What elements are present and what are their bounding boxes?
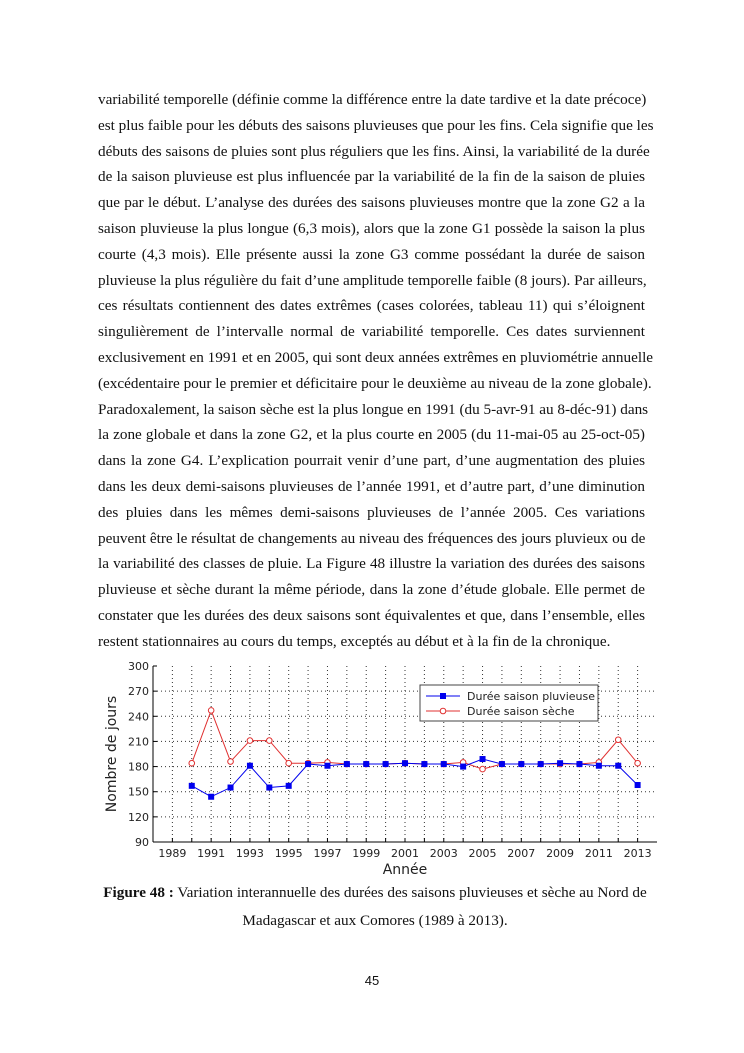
body-line: débuts des saisons de pluies sont plus réguliers que les fins. Ainsi, la variabilité de la durée [98,142,650,160]
data-point [208,794,214,800]
legend-label: Durée saison pluvieuse [467,690,596,703]
body-line: singulièrement de l’intervalle normal de variabilité temporelle. Ces dates surviennent [98,323,645,341]
body-line: courte (4,3 mois). Elle présente aussi la zone G3 comme possédant la durée de saison [98,245,645,263]
y-tick-label: 150 [128,785,149,799]
data-point [635,760,641,766]
data-point [324,763,330,769]
x-tick-label: 1999 [352,847,381,860]
data-point [383,761,389,767]
data-point [538,761,544,767]
y-tick-label: 240 [128,710,149,724]
x-tick-label: 2007 [507,847,536,860]
y-axis-label: Nombre de jours [104,695,120,813]
x-tick-label: 2009 [546,847,575,860]
body-line: pluvieuse et sèche durant la même période, dans la zone d’étude globale. Elle permet de [98,581,645,599]
figure-caption [90,884,660,902]
data-point [596,763,602,769]
data-point [286,760,292,766]
data-point [421,761,427,767]
y-tick-label: 300 [128,660,149,673]
body-line: exclusivement en 1991 et en 2005, qui sont deux années extrêmes en pluviométrie annuelle [98,349,654,366]
data-point [247,763,253,769]
body-line: la zone globale et dans la zone G2, et la plus courte en 2005 (du 11-mai-05 au 25-oct-05) [98,426,645,444]
data-point [267,738,273,744]
caption-label: Figure 48 : [103,884,174,901]
data-point [208,708,214,714]
x-tick-label: 2003 [429,847,458,860]
body-line: peuvent être le résultat de changements au niveau des fréquences des jours pluvieux ou de [98,529,646,547]
legend [420,685,598,721]
x-tick-label: 1995 [274,847,303,860]
data-point [228,759,234,765]
data-point [305,761,311,767]
body-line: (excédentaire pour le premier et déficitaire pour le deuxième au niveau de la zone globale). [98,374,652,392]
body-line: dans les deux demi-saisons pluvieuses de l’année 1991, et d’autre part, d’une diminution [98,478,645,495]
x-tick-label: 2001 [391,847,419,860]
body-line: saison pluvieuse la plus longue (6,3 mois), alors que la zone G1 possède la saison la plus [98,220,645,237]
y-tick-label: 210 [128,735,149,749]
data-point [247,738,253,744]
body-line: Paradoxalement, la saison sèche est la plus longue en 1991 (du 5-avr-91 au 8-déc-91) dans [98,400,649,418]
x-tick-label: 2005 [468,847,497,860]
body-line: constater que les durées des deux saisons sont équivalentes et que, dans l’ensemble, elles [98,607,645,624]
body-line: la variabilité des classes de pluie. La Figure 48 illustre la variation des durées des saisons [98,555,645,573]
body-line: de la saison pluvieuse est plus influencée par la variabilité de la fin de la saison de pluies [98,168,645,186]
data-point [576,761,582,767]
caption-line1: Variation interannuelle des durées des saisons pluvieuses et sèche au Nord de [173,884,647,901]
data-point [189,760,195,766]
data-point [286,783,292,789]
data-point [615,763,621,769]
x-tick-label: 1989 [158,847,187,860]
legend-marker [440,693,446,699]
data-point [363,761,369,767]
data-point [460,764,466,770]
caption-line2: Madagascar et aux Comores (1989 à 2013). [242,912,508,929]
y-tick-label: 90 [135,836,149,849]
y-tick-label: 120 [128,810,149,824]
x-tick-label: 2011 [584,847,613,860]
data-point [228,785,234,791]
body-line: restent stationnaires au cours du temps, exceptés au début et à la fin de la chronique. [98,632,611,650]
data-point [480,766,486,772]
body-line: des pluies dans les mêmes demi-saisons pluvieuses de l’année 2005. Ces variations [98,503,645,521]
x-tick-label: 1991 [197,847,226,860]
data-point [189,783,195,789]
data-point [480,756,486,762]
x-axis-label: Année [382,862,428,878]
data-point [499,761,505,767]
y-tick-label: 270 [128,685,149,699]
x-tick-label: 1997 [313,847,342,860]
data-point [441,761,447,767]
body-line: variabilité temporelle (définie comme la différence entre la date tardive et la date précoce) [98,91,647,108]
page-number: 45 [364,973,380,988]
x-tick-label: 1993 [235,847,264,860]
data-point [557,760,563,766]
body-line: pluvieuse la plus régulière du fait d’une amplitude temporelle faible (8 jours). Par ailleurs, [98,271,647,289]
data-point [344,761,350,767]
body-line: ces résultats contiennent des dates extrêmes (cases colorées, tableau 11) qui s’éloignent [98,297,645,315]
body-line: que par le début. L’analyse des durées des saisons pluvieuses montre que la zone G2 a la [98,194,645,212]
data-point [266,785,272,791]
legend-label: Durée saison sèche [467,705,575,718]
data-point [518,761,524,767]
body-line: dans la zone G4. L’explication pourrait venir d’une part, d’une augmentation des pluies [98,452,645,470]
y-tick-label: 180 [128,760,149,774]
data-point [402,760,408,766]
legend-marker [440,708,446,714]
x-tick-label: 2013 [623,847,652,860]
data-point [635,782,641,788]
data-point [615,737,621,743]
body-line: est plus faible pour les débuts des saisons pluvieuses que pour les fins. Cela signifie que les [98,116,654,134]
